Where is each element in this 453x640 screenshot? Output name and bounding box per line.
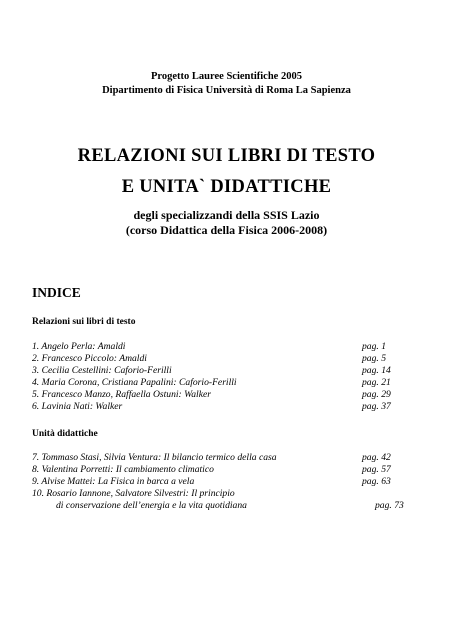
list-item — [32, 401, 412, 413]
item-text: 7. Tommaso Stasi, Silvia Ventura: Il bilancio termico della casa — [32, 452, 277, 463]
document-title-line2: E UNITA` DIDATTICHE — [121, 177, 332, 197]
item-page: pag. 29 — [362, 389, 391, 400]
item-text: di conservazione dell’energia e la vita quotidiana — [56, 500, 247, 511]
section-heading-textbooks: Relazioni sui libri di testo — [32, 317, 136, 327]
list-item — [32, 464, 412, 476]
list-item — [32, 365, 412, 377]
item-page: pag. 14 — [362, 365, 391, 376]
item-text: 4. Maria Corona, Cristiana Papalini: Caforio-Ferilli — [32, 377, 237, 388]
item-text: 1. Angelo Perla: Amaldi — [32, 341, 126, 352]
list-item — [32, 488, 412, 500]
list-item — [32, 341, 412, 353]
list-item — [32, 389, 412, 401]
item-page: pag. 73 — [375, 500, 404, 511]
item-text: 2. Francesco Piccolo: Amaldi — [32, 353, 147, 364]
project-header: Progetto Lauree Scientifiche 2005 — [151, 71, 302, 82]
item-page: pag. 5 — [362, 353, 386, 364]
section-heading-teaching-units: Unità didattiche — [32, 429, 98, 439]
item-page: pag. 1 — [362, 341, 386, 352]
list-item — [32, 500, 412, 512]
subtitle-line2: (corso Didattica della Fisica 2006-2008) — [125, 223, 328, 237]
item-page: pag. 42 — [362, 452, 391, 463]
item-text: 8. Valentina Porretti: Il cambiamento climatico — [32, 464, 214, 475]
item-page: pag. 63 — [362, 476, 391, 487]
item-text: 6. Lavinia Nati: Walker — [32, 401, 123, 412]
item-page: pag. 57 — [362, 464, 391, 475]
item-text: 5. Francesco Manzo, Raffaella Ostuni: Walker — [32, 389, 211, 400]
item-text: 3. Cecilia Cestellini: Caforio-Ferilli — [32, 365, 172, 376]
item-text: 10. Rosario Iannone, Salvatore Silvestri: Il principio — [32, 488, 235, 499]
list-item — [32, 377, 412, 389]
list-item — [32, 353, 412, 365]
teaching-units-list — [32, 452, 412, 512]
subtitle-line1: degli specializzandi della SSIS Lazio — [133, 208, 320, 222]
item-page: pag. 37 — [362, 401, 391, 412]
textbook-reports-list — [32, 341, 412, 413]
document-title-line1: RELAZIONI SUI LIBRI DI TESTO — [77, 146, 376, 166]
department-header: Dipartimento di Fisica Università di Roma La Sapienza — [102, 85, 351, 96]
item-page: pag. 21 — [362, 377, 391, 388]
list-item — [32, 476, 412, 488]
item-text: 9. Alvise Mattei: La Fisica in barca a vela — [32, 476, 195, 487]
index-heading: INDICE — [32, 285, 81, 300]
list-item — [32, 452, 412, 464]
